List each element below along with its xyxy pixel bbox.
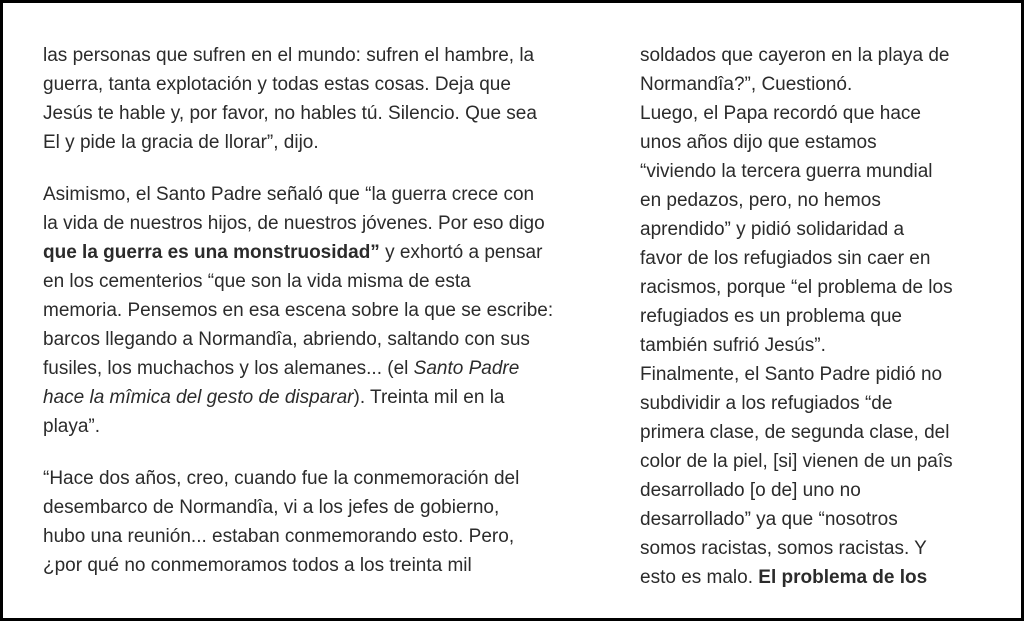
paragraph: [43, 41, 601, 157]
text-line: [43, 464, 601, 493]
text-line: [640, 70, 991, 99]
paragraph: [43, 464, 601, 580]
document-body: [43, 41, 991, 592]
text-run: El problema de los: [758, 567, 928, 588]
text-run: las personas que sufren en el mundo: sufren el hambre, la: [43, 45, 535, 66]
text-line: [43, 354, 601, 383]
text-line: [640, 273, 991, 302]
text-line: [640, 563, 991, 592]
text-run: Jesús te hable y, por favor, no hables tú. Silencio. Que sea: [43, 103, 537, 124]
text-run: hace la mîmica del gesto de disparar: [43, 387, 354, 408]
text-line: [43, 522, 601, 551]
text-run: fusiles, los muchachos y los alemanes... (el: [43, 358, 414, 379]
text-run: que la guerra es una monstruosidad”: [43, 242, 380, 263]
text-line: [640, 302, 991, 331]
text-run: Santo Padre: [413, 358, 520, 379]
text-run: playa”.: [43, 416, 101, 437]
text-run: “viviendo la tercera guerra mundial: [640, 161, 933, 182]
text-line: [43, 209, 601, 238]
text-line: [43, 180, 601, 209]
paragraph: [43, 180, 601, 441]
text-run: memoria. Pensemos en esa escena sobre la que se escribe:: [43, 300, 554, 321]
text-line: [43, 267, 601, 296]
text-run: ¿por qué no conmemoramos todos a los treinta mil: [43, 555, 472, 576]
text-run: Asimismo, el Santo Padre señaló que “la guerra crece con: [43, 184, 535, 205]
text-run: El y pide la gracia de llorar”, dijo.: [43, 132, 319, 153]
text-run: somos racistas, somos racistas. Y: [640, 538, 927, 559]
text-run: favor de los refugiados sin caer en: [640, 248, 931, 269]
text-run: esto es malo.: [640, 567, 759, 588]
text-line: [43, 99, 601, 128]
text-run: Finalmente, el Santo Padre pidió no: [640, 364, 943, 385]
text-run: hubo una reunión... estaban conmemorando esto. Pero,: [43, 526, 515, 547]
text-line: [640, 418, 991, 447]
text-run: racismos, porque “el problema de los: [640, 277, 953, 298]
text-run: refugiados es un problema que: [640, 306, 902, 327]
text-line: [43, 41, 601, 70]
text-column-right: [640, 41, 991, 592]
text-line: [43, 70, 601, 99]
text-line: [43, 325, 601, 354]
text-line: [640, 389, 991, 418]
text-run: aprendido” y pidió solidaridad a: [640, 219, 905, 240]
text-run: desembarco de Normandîa, vi a los jefes de gobierno,: [43, 497, 500, 518]
text-run: en pedazos, pero, no hemos: [640, 190, 881, 211]
text-line: [43, 128, 601, 157]
text-line: [640, 157, 991, 186]
text-run: también sufrió Jesús”.: [640, 335, 826, 356]
text-run: y exhortó a pensar: [379, 242, 543, 263]
text-run: “Hace dos años, creo, cuando fue la conmemoración del: [43, 468, 520, 489]
text-line: [640, 244, 991, 273]
text-run: unos años dijo que estamos: [640, 132, 877, 153]
text-line: [640, 505, 991, 534]
text-line: [43, 238, 601, 267]
text-run: ). Treinta mil en la: [353, 387, 505, 408]
text-line: [43, 383, 601, 412]
text-column-left: [43, 41, 601, 592]
text-line: [640, 215, 991, 244]
text-run: barcos llegando a Normandîa, abriendo, saltando con sus: [43, 329, 530, 350]
text-line: [640, 476, 991, 505]
text-line: [640, 534, 991, 563]
text-run: desarrollado” ya que “nosotros: [640, 509, 898, 530]
text-run: primera clase, de segunda clase, del: [640, 422, 950, 443]
text-run: Normandîa?”, Cuestionó.: [640, 74, 853, 95]
text-run: guerra, tanta explotación y todas estas cosas. Deja que: [43, 74, 511, 95]
text-run: en los cementerios “que son la vida misma de esta: [43, 271, 471, 292]
text-line: [640, 447, 991, 476]
text-line: [43, 493, 601, 522]
text-run: Luego, el Papa recordó que hace: [640, 103, 921, 124]
text-line: [640, 41, 991, 70]
text-line: [640, 128, 991, 157]
text-line: [43, 296, 601, 325]
text-line: [43, 412, 601, 441]
text-run: soldados que cayeron en la playa de: [640, 45, 950, 66]
text-line: [640, 99, 991, 128]
text-run: la vida de nuestros hijos, de nuestros jóvenes. Por eso digo: [43, 213, 545, 234]
text-run: desarrollado [o de] uno no: [640, 480, 861, 501]
text-run: subdividir a los refugiados “de: [640, 393, 893, 414]
text-run: color de la piel, [si] vienen de un paîs: [640, 451, 953, 472]
paragraph: [640, 41, 991, 592]
text-line: [640, 186, 991, 215]
text-line: [640, 331, 991, 360]
text-line: [43, 551, 601, 580]
text-line: [640, 360, 991, 389]
